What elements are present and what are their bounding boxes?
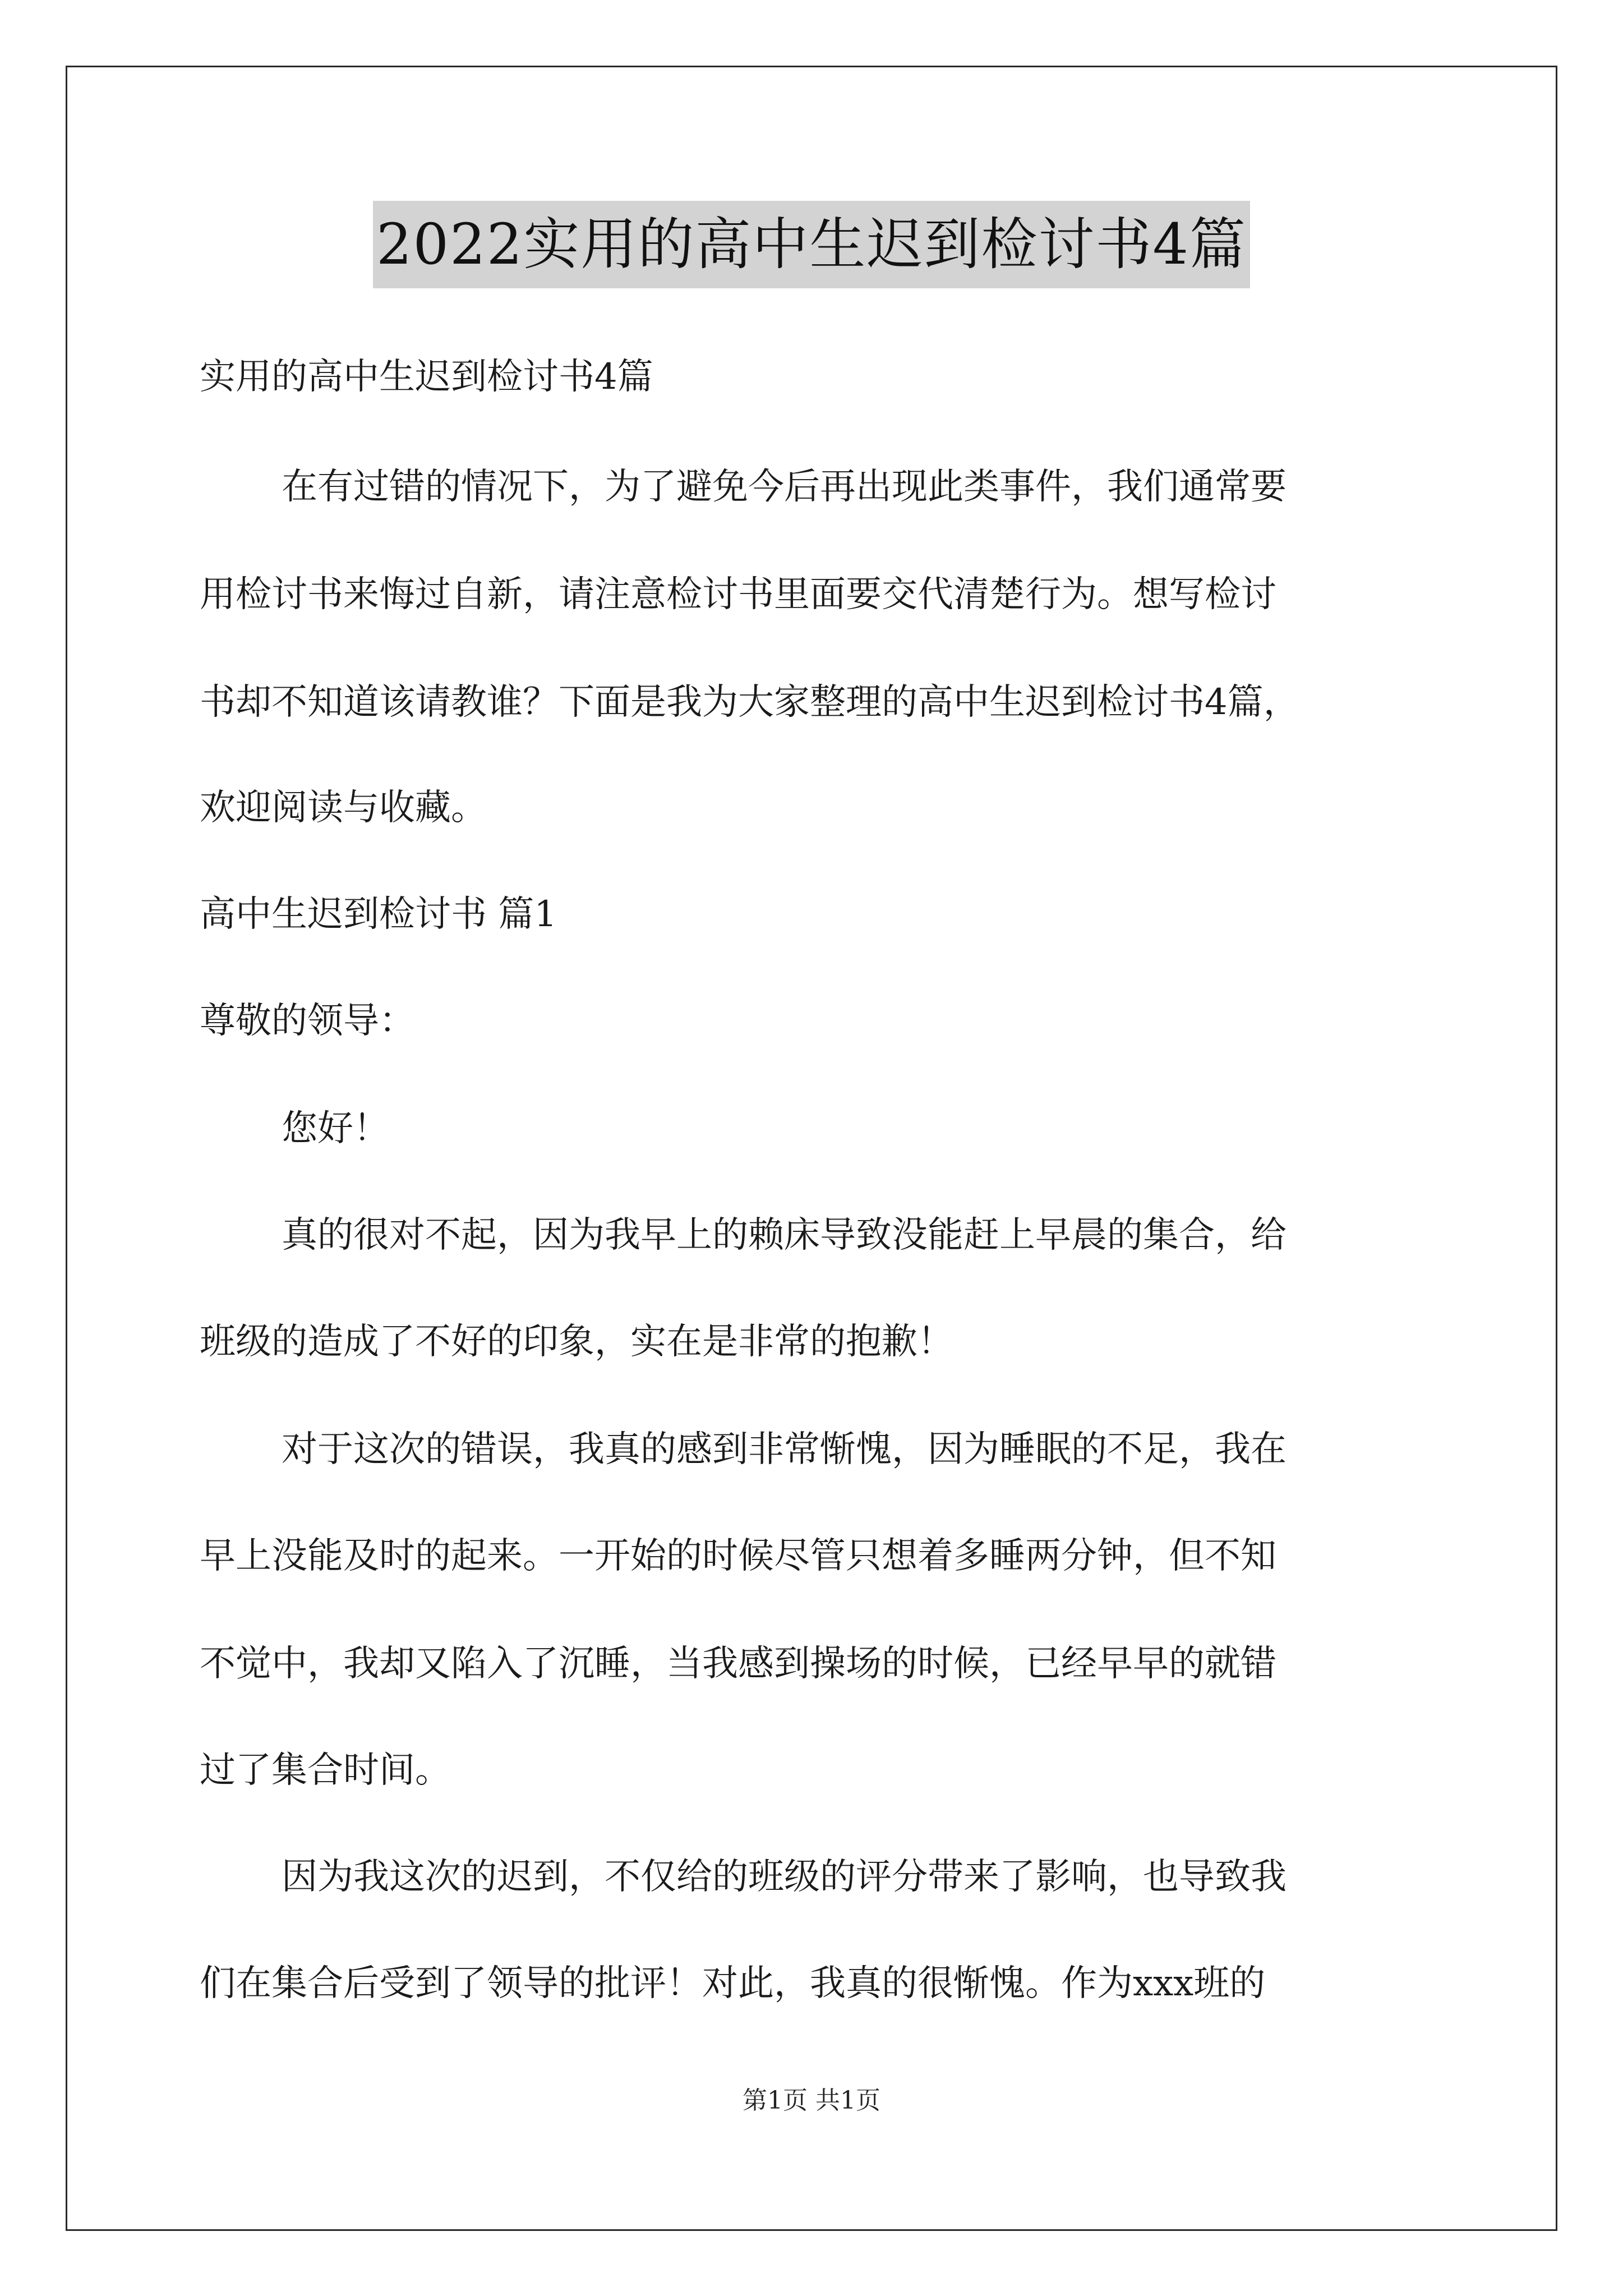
title-container xyxy=(0,201,1623,288)
paragraph-line: 们在集合后受到了领导的批评！对此，我真的很惭愧。作为xxx班的 xyxy=(200,1963,1266,2004)
section-heading: 高中生迟到检讨书 篇1 xyxy=(200,894,557,935)
paragraph-line: 用检讨书来悔过自新，请注意检讨书里面要交代清楚行为。想写检讨 xyxy=(200,574,1276,615)
paragraph-line: 在有过错的情况下，为了避免今后再出现此类事件，我们通常要 xyxy=(282,466,1287,508)
paragraph-line: 班级的造成了不好的印象，实在是非常的抱歉！ xyxy=(200,1321,953,1363)
page-footer: 第1页 共1页 xyxy=(743,2086,880,2115)
salutation: 尊敬的领导： xyxy=(200,1000,415,1042)
paragraph-line: 书却不知道该请教谁？下面是我为大家整理的高中生迟到检讨书4篇， xyxy=(200,682,1299,723)
paragraph-line: 欢迎阅读与收藏。 xyxy=(200,787,487,829)
document-title: 2022实用的高中生迟到检讨书4篇 xyxy=(373,201,1250,288)
paragraph-line: 早上没能及时的起来。一开始的时候尽管只想着多睡两分钟，但不知 xyxy=(200,1535,1276,1577)
paragraph-line: 因为我这次的迟到，不仅给的班级的评分带来了影响，也导致我 xyxy=(282,1856,1287,1898)
paragraph-line: 对于这次的错误，我真的感到非常惭愧，因为睡眠的不足，我在 xyxy=(282,1429,1287,1470)
paragraph-line: 过了集合时间。 xyxy=(200,1750,451,1791)
greeting: 您好！ xyxy=(282,1108,389,1149)
paragraph-line: 不觉中，我却又陷入了沉睡，当我感到操场的时候，已经早早的就错 xyxy=(200,1643,1276,1685)
subtitle-line: 实用的高中生迟到检讨书4篇 xyxy=(200,356,653,398)
paragraph-line: 真的很对不起，因为我早上的赖床导致没能赶上早晨的集合，给 xyxy=(282,1214,1287,1256)
